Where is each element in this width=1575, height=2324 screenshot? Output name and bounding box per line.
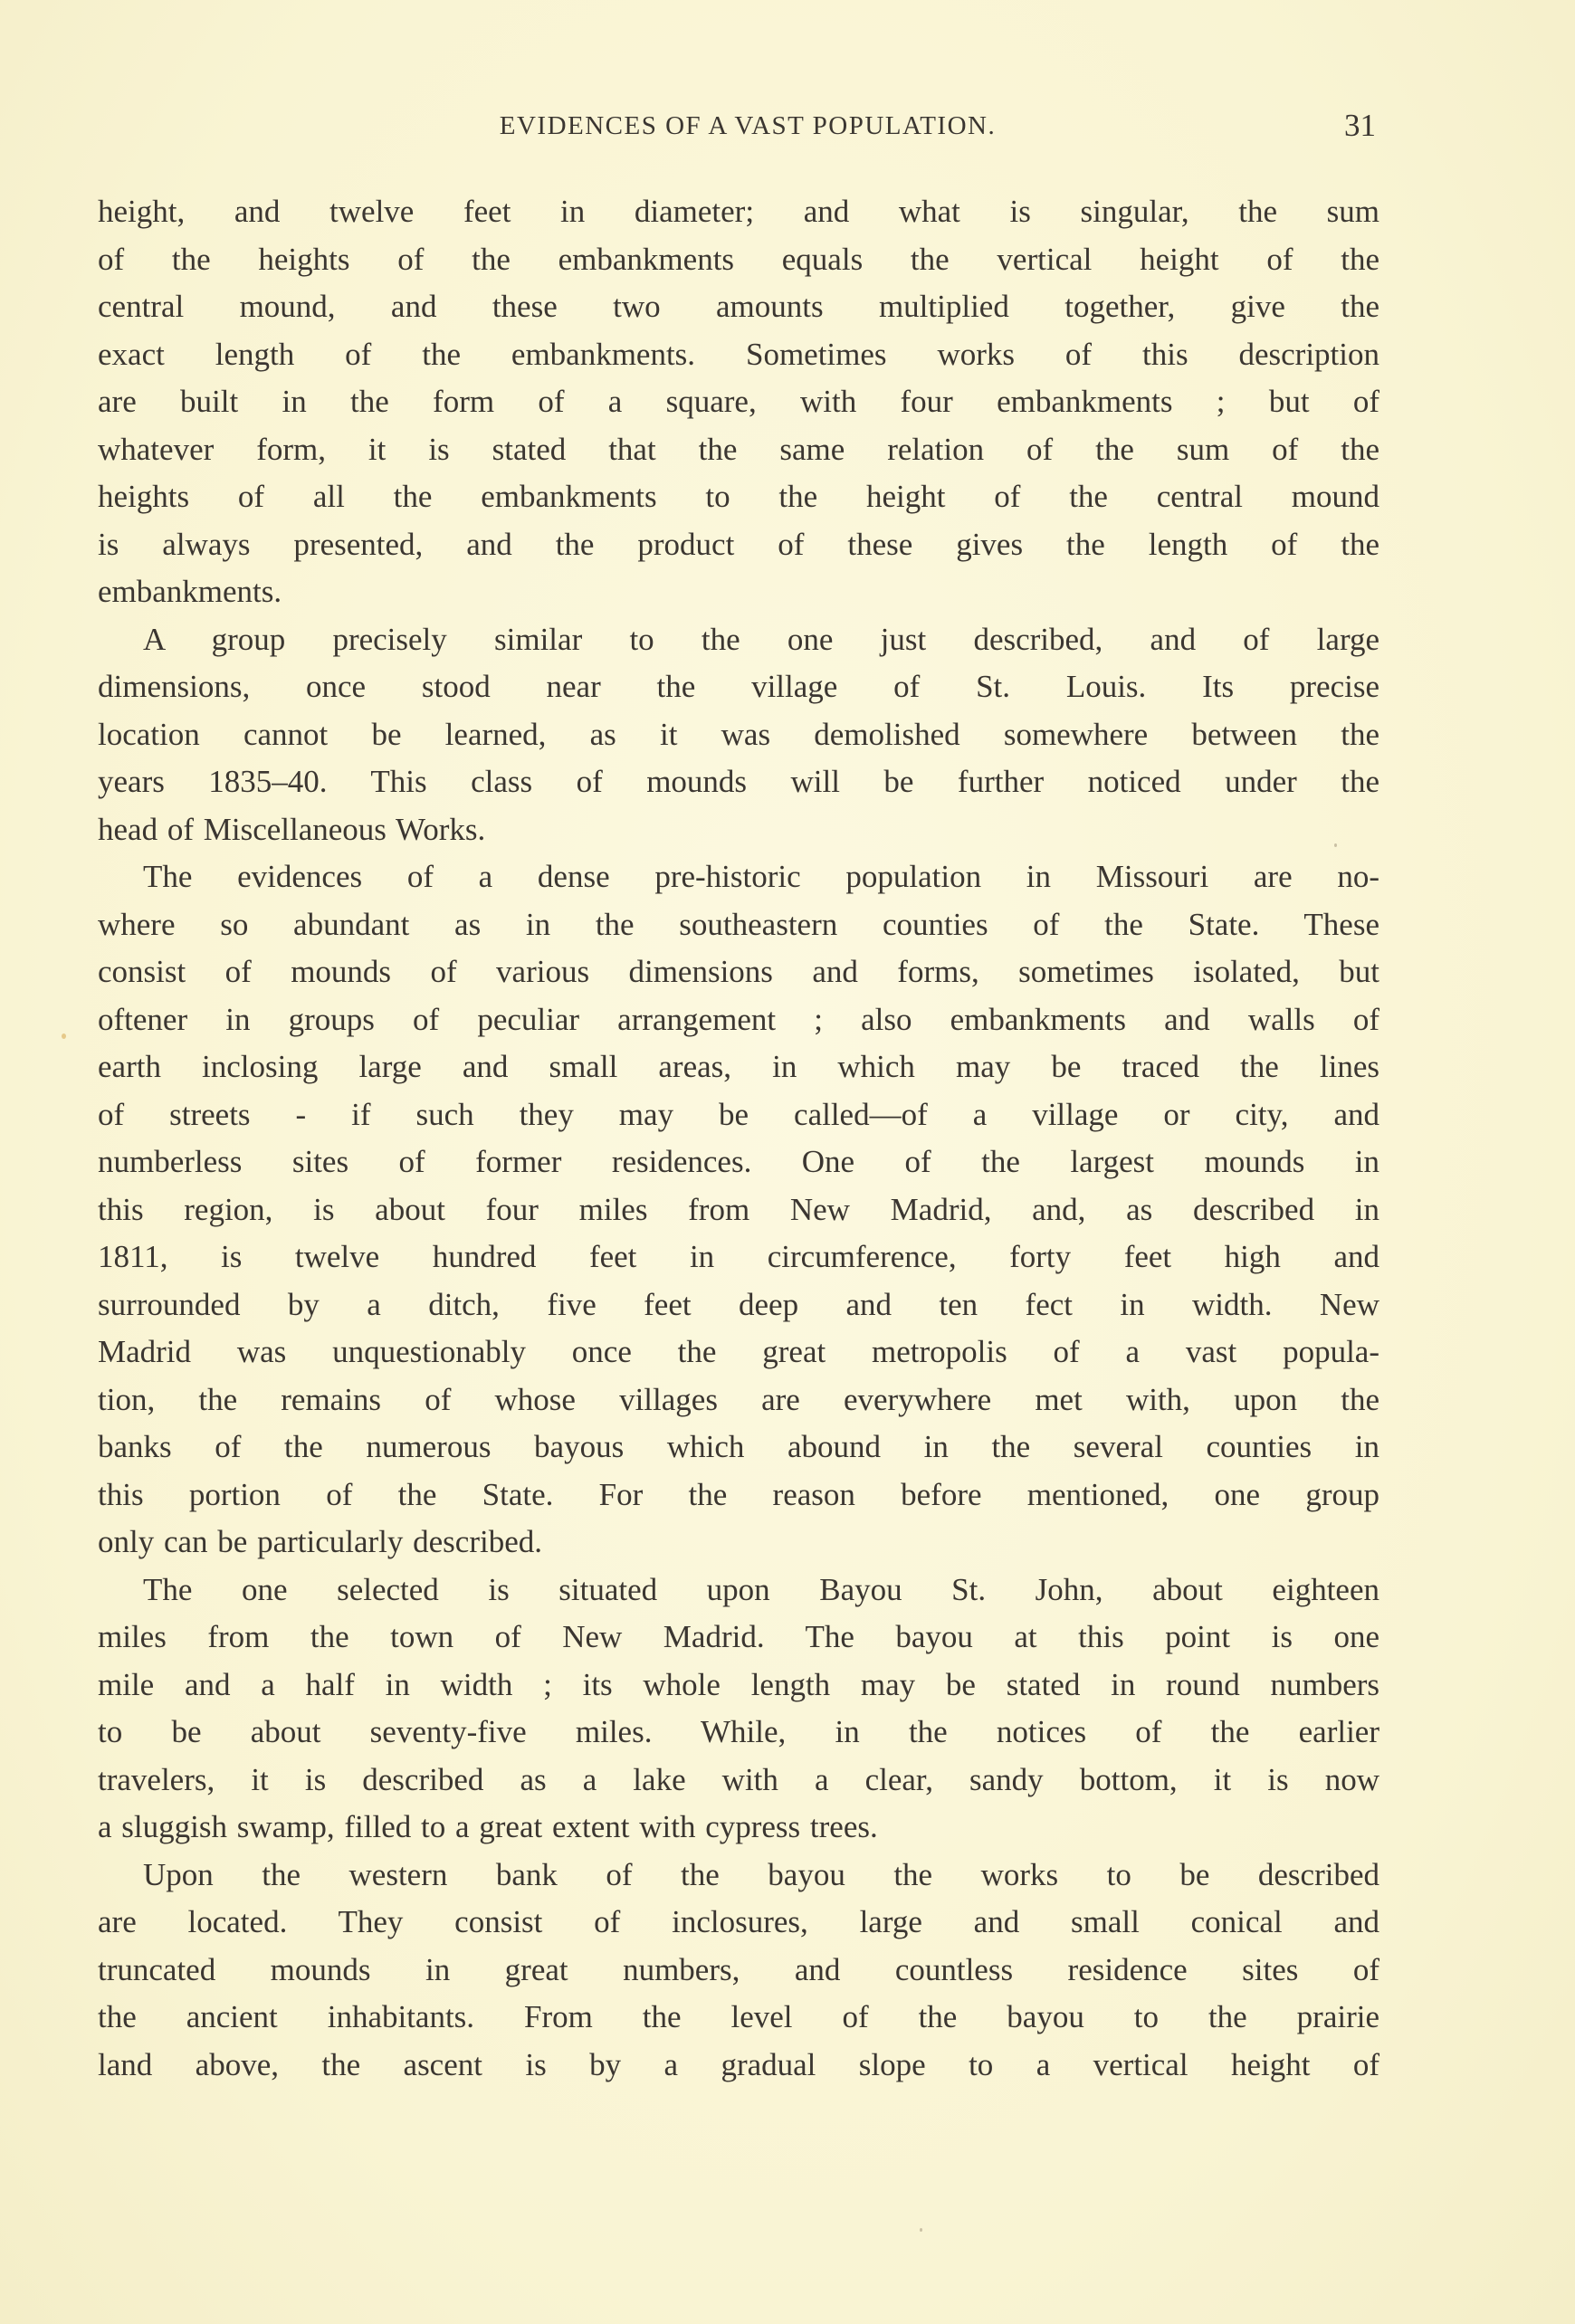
text-line: surrounded by a ditch, five feet deep and ten fect in width. New [98, 1286, 1379, 1322]
text-line: central mound, and these two amounts multiplied together, give the [98, 289, 1379, 324]
text-line: land above, the ascent is by a gradual slope to a vertical height of [98, 2046, 1379, 2082]
text-line: miles from the town of New Madrid. The bayou at this point is one [98, 1619, 1379, 1654]
text-line: head of Miscellaneous Works. [98, 811, 486, 847]
text-line: whatever form, it is stated that the same relation of the sum of the [98, 431, 1379, 467]
text-line: travelers, it is described as a lake with a clear, sandy bottom, it is now [98, 1761, 1379, 1797]
paragraph-2 [98, 616, 1379, 854]
text-line: dimensions, once stood near the village of St. Louis. Its precise [98, 669, 1379, 704]
text-line: of streets - if such they may be called—of a village or city, and [98, 1096, 1379, 1132]
text-line: The one selected is situated upon Bayou St. John, about eighteen [143, 1571, 1379, 1607]
text-line: truncated mounds in great numbers, and countless residence sites of [98, 1951, 1379, 1987]
text-line: Madrid was unquestionably once the great metropolis of a vast popula- [98, 1334, 1379, 1369]
text-line: are located. They consist of inclosures, large and small conical and [98, 1904, 1379, 1939]
running-head [98, 103, 1379, 148]
text-line: earth inclosing large and small areas, in which may be traced the lines [98, 1049, 1379, 1084]
text-line: years 1835–40. This class of mounds will be further noticed under the [98, 764, 1379, 799]
text-line: A group precisely similar to the one just described, and of large [143, 621, 1379, 657]
text-line: the ancient inhabitants. From the level of the bayou to the prairie [98, 1999, 1379, 2034]
text-line: Upon the western bank of the bayou the works to be described [143, 1856, 1379, 1892]
text-line: a sluggish swamp, filled to a great extent with cypress trees. [98, 1809, 878, 1844]
text-line: height, and twelve feet in diameter; and what is singular, the sum [98, 194, 1379, 229]
text-line: this region, is about four miles from New Madrid, and, as described in [98, 1191, 1379, 1227]
text-line: 1811, is twelve hundred feet in circumference, forty feet high and [98, 1239, 1379, 1274]
text-line: mile and a half in width ; its whole length may be stated in round numbers [98, 1666, 1379, 1702]
paragraph-4 [98, 1567, 1379, 1852]
text-line: oftener in groups of peculiar arrangement ; also embankments and walls of [98, 1001, 1379, 1037]
paragraph-3 [98, 853, 1379, 1567]
text-line: of the heights of the embankments equals the vertical height of the [98, 241, 1379, 277]
text-line: exact length of the embankments. Sometimes works of this description [98, 336, 1379, 372]
text-line: consist of mounds of various dimensions and forms, sometimes isolated, but [98, 954, 1379, 989]
text-line: numberless sites of former residences. One of the largest mounds in [98, 1144, 1379, 1179]
text-line: where so abundant as in the southeastern counties of the State. These [98, 906, 1379, 942]
paper-speck [1334, 843, 1337, 847]
text-line: to be about seventy-five miles. While, in the notices of the earlier [98, 1714, 1379, 1749]
text-line: is always presented, and the product of these gives the length of the [98, 526, 1379, 562]
body-text [98, 188, 1379, 2089]
paper-speck [920, 2228, 922, 2232]
text-line: heights of all the embankments to the height of the central mound [98, 479, 1379, 514]
running-title: EVIDENCES OF A VAST POPULATION. [499, 111, 997, 140]
text-line: banks of the numerous bayous which abound in the several counties in [98, 1429, 1379, 1464]
text-line: only can be particularly described. [98, 1524, 542, 1559]
paragraph-5 [98, 1852, 1379, 2090]
text-line: tion, the remains of whose villages are everywhere met with, upon the [98, 1381, 1379, 1417]
text-line: embankments. [98, 574, 282, 609]
page-number: 31 [1344, 108, 1376, 143]
margin-ink-spot [62, 1033, 66, 1039]
text-line: location cannot be learned, as it was demolished somewhere between the [98, 716, 1379, 752]
paragraph-1 [98, 188, 1379, 616]
text-line: are built in the form of a square, with four embankments ; but of [98, 384, 1379, 419]
text-line: this portion of the State. For the reason before mentioned, one group [98, 1476, 1379, 1512]
text-line: The evidences of a dense pre-historic population in Missouri are no- [143, 859, 1379, 894]
